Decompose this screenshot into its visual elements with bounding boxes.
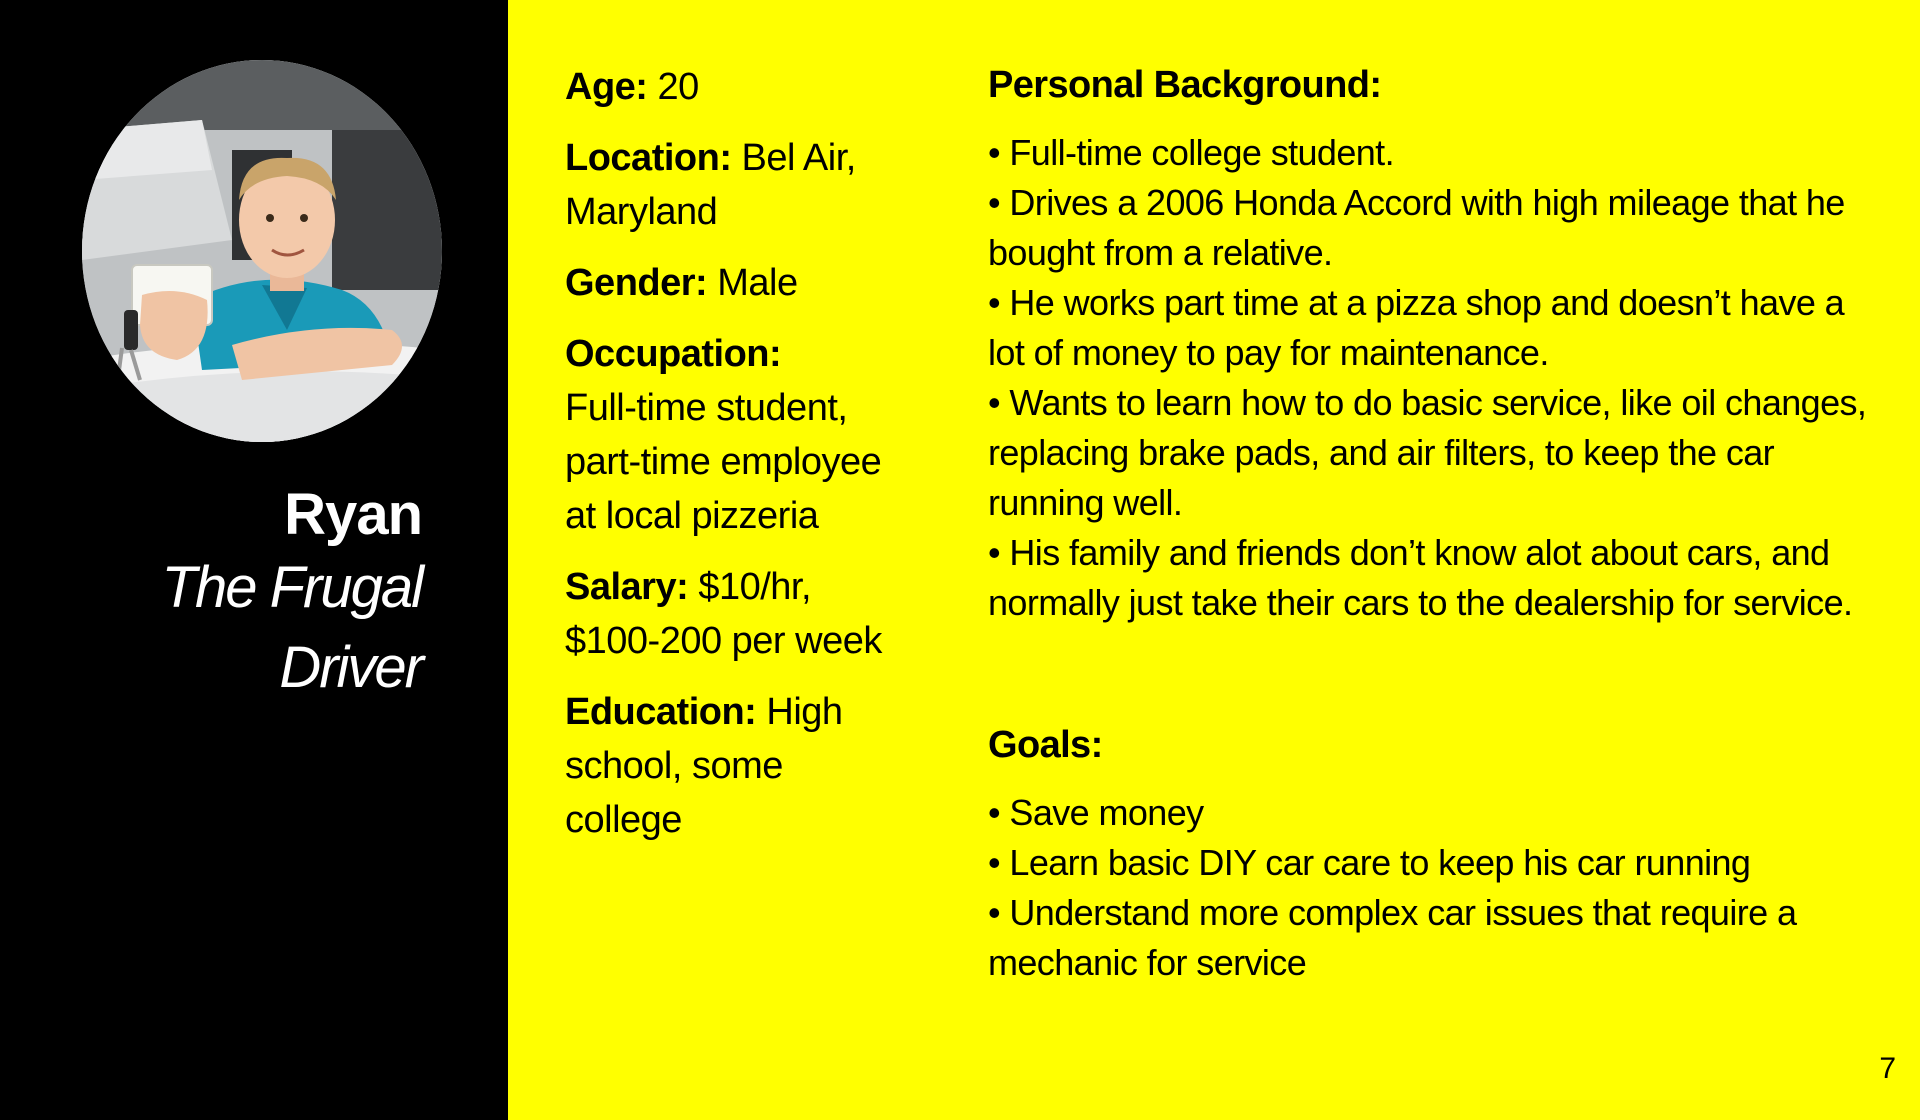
demo-location: Location: Bel Air, Maryland bbox=[565, 137, 856, 233]
persona-photo bbox=[82, 60, 442, 442]
demo-salary: Salary: $10/hr, $100-200 per week bbox=[565, 566, 882, 662]
persona-name-block bbox=[2, 482, 422, 708]
background-item: • He works part time at a pizza shop and doesn’t have a lot of money to pay for maintenance. bbox=[988, 278, 1868, 378]
persona-tagline-line2: Driver bbox=[279, 635, 422, 700]
goals-heading: Goals: bbox=[988, 724, 1103, 766]
background-item: • Wants to learn how to do basic service, like oil changes, replacing brake pads, and air filters, to keep the car running well. bbox=[988, 378, 1868, 528]
left-panel bbox=[0, 0, 508, 1120]
demographics-column bbox=[565, 60, 905, 864]
goal-item: • Save money bbox=[988, 788, 1868, 838]
demo-gender: Gender: Male bbox=[565, 262, 798, 304]
goal-item: • Learn basic DIY car care to keep his car running bbox=[988, 838, 1868, 888]
demo-occupation: Occupation: Full-time student, part-time employee at local pizzeria bbox=[565, 333, 882, 537]
background-list bbox=[988, 128, 1868, 628]
person-in-car-icon bbox=[82, 60, 442, 442]
goals-list bbox=[988, 788, 1868, 988]
background-item: • Drives a 2006 Honda Accord with high mileage that he bought from a relative. bbox=[988, 178, 1868, 278]
demo-education: Education: High school, some college bbox=[565, 691, 843, 841]
page-number: 7 bbox=[1879, 1052, 1896, 1085]
details-column bbox=[988, 60, 1868, 988]
background-heading: Personal Background: bbox=[988, 64, 1382, 106]
persona-tagline-line1: The Frugal bbox=[161, 555, 422, 620]
background-item: • His family and friends don’t know alot about cars, and normally just take their cars to the dealership for service. bbox=[988, 528, 1868, 628]
persona-name: Ryan bbox=[284, 482, 422, 547]
goal-item: • Understand more complex car issues that require a mechanic for service bbox=[988, 888, 1868, 988]
demo-age: Age: 20 bbox=[565, 66, 699, 108]
background-item: • Full-time college student. bbox=[988, 128, 1868, 178]
